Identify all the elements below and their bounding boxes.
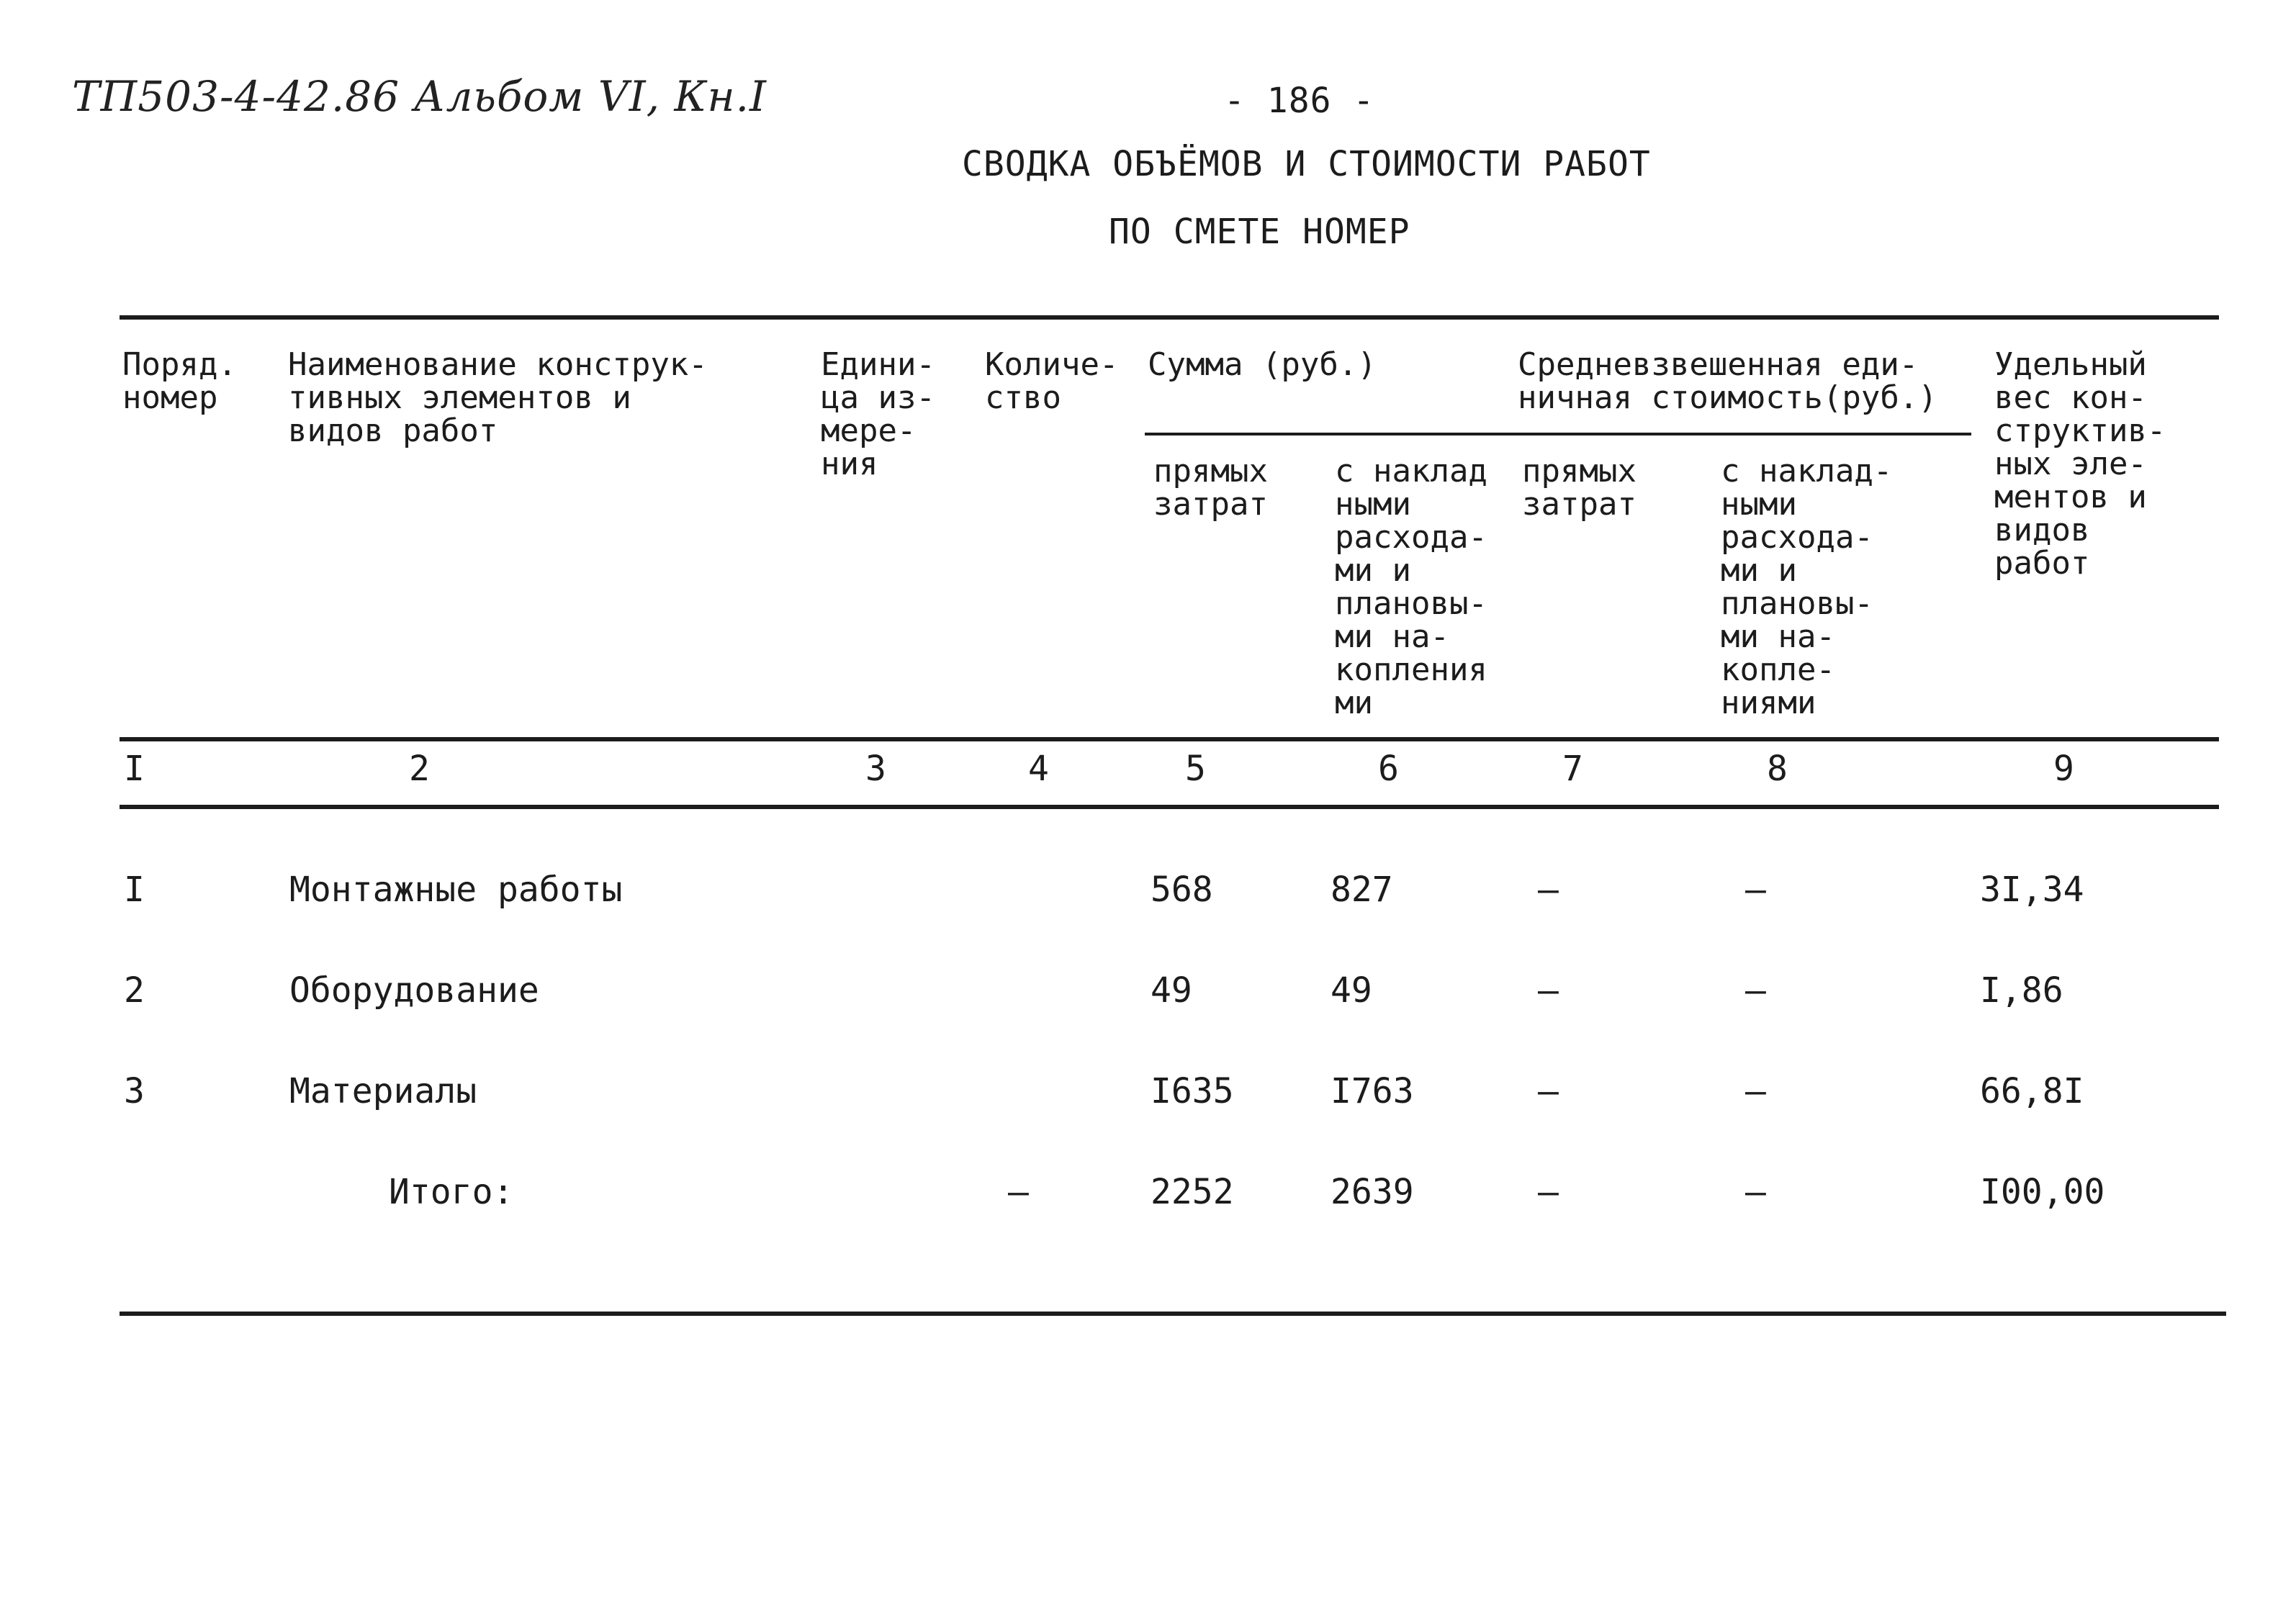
page-number: - 186 - <box>1224 81 1375 121</box>
table-bottom-rule <box>120 1312 2226 1316</box>
table-row-2-overhead: 49 <box>1331 970 1372 1011</box>
table-row-1-avg-direct: – <box>1538 870 1559 910</box>
total-weight: I00,00 <box>1980 1172 2105 1212</box>
header-avg-group: Средневзвешенная еди- ничная стоимость(руб.) <box>1518 346 1937 416</box>
table-row-2-direct: 49 <box>1151 970 1192 1011</box>
table-row-1-name: Монтажные работы <box>289 870 623 910</box>
table-row-3-weight: 66,8I <box>1980 1071 2084 1111</box>
column-number-2: 2 <box>409 749 430 789</box>
total-qty: – <box>1008 1172 1029 1212</box>
header-with-overhead: с наклад ными расхода- ми и плановы- ми на- копления ми <box>1335 453 1487 721</box>
header-direct-costs: прямых затрат <box>1153 453 1268 523</box>
table-row-1-overhead: 827 <box>1331 870 1393 910</box>
table-row-3-direct: I635 <box>1151 1071 1234 1111</box>
total-avg-direct: – <box>1538 1172 1559 1212</box>
page-title: СВОДКА ОБЪЁМОВ И СТОИМОСТИ РАБОТ <box>962 144 1651 184</box>
column-numbers-rule <box>120 805 2219 809</box>
header-sum-group: Сумма (руб.) <box>1148 346 1377 383</box>
total-overhead: 2639 <box>1331 1172 1414 1212</box>
total-label: Итого: <box>389 1172 514 1212</box>
page-subtitle: ПО СМЕТЕ НОМЕР <box>1109 212 1410 252</box>
table-row-1-direct: 568 <box>1151 870 1213 910</box>
header-avg-overhead: с наклад- ными расхода- ми и плановы- ми на- копле- ниями <box>1721 453 1893 721</box>
column-number-9: 9 <box>2053 749 2074 789</box>
table-row-2-avg-direct: – <box>1538 970 1559 1011</box>
table-row-1-weight: 3I,34 <box>1980 870 2084 910</box>
column-number-6: 6 <box>1378 749 1399 789</box>
column-number-4: 4 <box>1028 749 1049 789</box>
table-row-2-name: Оборудование <box>289 970 539 1011</box>
table-row-3-overhead: I763 <box>1331 1071 1414 1111</box>
sum-group-rule <box>1145 433 1971 435</box>
header-avg-direct: прямых затрат <box>1522 453 1637 523</box>
table-row-3-avg-direct: – <box>1538 1071 1559 1111</box>
table-row-2-num: 2 <box>124 970 145 1011</box>
column-number-8: 8 <box>1767 749 1788 789</box>
document-reference: ТП503-4-42.86 Альбом VI, Кн.I <box>72 72 767 121</box>
total-direct: 2252 <box>1151 1172 1234 1212</box>
column-number-3: 3 <box>865 749 886 789</box>
header-unit: Едини- ца из- мере- ния <box>821 346 935 482</box>
column-number-7: 7 <box>1562 749 1583 789</box>
table-top-rule <box>120 315 2219 320</box>
table-row-1-avg-overhead: – <box>1745 870 1766 910</box>
header-quantity: Количе- ство <box>985 346 1119 416</box>
header-bottom-rule <box>120 737 2219 741</box>
header-row-number: Поряд. номер <box>122 346 237 416</box>
total-avg-overhead: – <box>1745 1172 1766 1212</box>
column-number-5: 5 <box>1185 749 1206 789</box>
header-element-name: Наименование конструк- тивных элементов и видов работ <box>288 346 708 449</box>
table-row-3-name: Материалы <box>289 1071 477 1111</box>
table-row-2-avg-overhead: – <box>1745 970 1766 1011</box>
header-specific-weight: Удельный вес кон- структив- ных эле- ментов и видов работ <box>1994 346 2166 582</box>
table-row-1-num: I <box>124 870 145 910</box>
column-number-1: I <box>124 749 145 789</box>
table-row-3-num: 3 <box>124 1071 145 1111</box>
table-row-3-avg-overhead: – <box>1745 1071 1766 1111</box>
table-row-2-weight: I,86 <box>1980 970 2063 1011</box>
